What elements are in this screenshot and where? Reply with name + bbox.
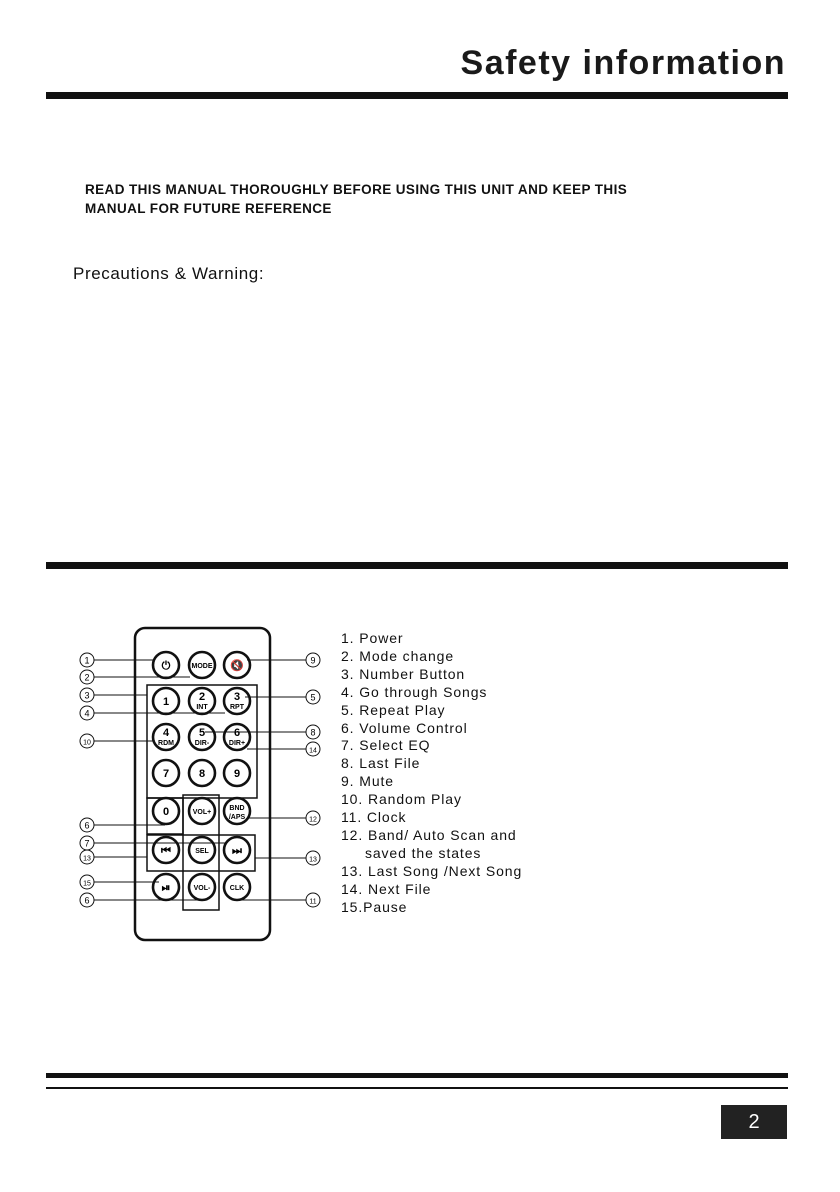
callout-number: 14 <box>309 747 317 755</box>
legend-item: 11. Clock <box>341 809 407 826</box>
callout-number: 6 <box>84 820 90 831</box>
remote-button-18 <box>153 874 179 900</box>
legend-item: 15.Pause <box>341 898 408 915</box>
callout-number: 10 <box>83 739 91 747</box>
legend-item: 14. Next File <box>341 880 432 897</box>
remote-button-label: CLK <box>229 885 245 892</box>
remote-button-label: ⏭ <box>232 845 242 857</box>
callout-number: 2 <box>84 672 90 683</box>
remote-button-label: 0 <box>162 806 170 818</box>
remote-button-8 <box>224 724 250 750</box>
callout-number: 12 <box>309 816 317 824</box>
precautions-heading: Precautions & Warning: <box>73 264 265 283</box>
remote-button-sublabel: DIR- <box>194 740 210 747</box>
callout-number: 7 <box>84 838 90 849</box>
footer-rule-thick <box>46 1073 788 1078</box>
remote-button-label: SEL <box>195 848 209 855</box>
remote-button-label: 🔇 <box>230 660 244 672</box>
page-title: Safety information <box>460 44 786 82</box>
header-rule <box>46 92 788 99</box>
remote-button-20 <box>224 874 250 900</box>
remote-button-4 <box>189 688 215 714</box>
remote-button-label: 9 <box>233 768 241 780</box>
remote-button-label: BND <box>229 805 245 812</box>
remote-button-sublabel: RDM <box>158 740 174 747</box>
section-rule <box>46 562 788 569</box>
remote-button-14 <box>224 798 250 824</box>
remote-button-label: 6 <box>233 727 241 739</box>
legend-item: 8. Last File <box>341 755 421 772</box>
remote-button-12 <box>153 798 179 824</box>
remote-button-5 <box>224 688 250 714</box>
remote-button-2 <box>224 652 250 678</box>
legend-item: 12. Band/ Auto Scan and <box>341 826 517 843</box>
remote-button-sublabel: /APS <box>228 814 246 821</box>
remote-button-1 <box>189 652 215 678</box>
remote-button-sublabel: DIR+ <box>228 740 246 747</box>
remote-button-label: 1 <box>162 696 170 708</box>
remote-button-6 <box>153 724 179 750</box>
callout-number: 8 <box>310 727 316 738</box>
remote-button-label: 8 <box>198 768 206 780</box>
remote-button-label: 5 <box>198 727 206 739</box>
remote-button-label: 3 <box>233 691 241 703</box>
page-number: 2 <box>721 1105 787 1139</box>
callout-number: 9 <box>310 655 316 666</box>
remote-button-7 <box>189 724 215 750</box>
remote-button-sublabel: RPT <box>230 704 244 711</box>
read-manual-notice: READ THIS MANUAL THOROUGHLY BEFORE USING THIS UNIT AND KEEP THIS MANUAL FOR FUTURE REFERENCE <box>85 182 628 216</box>
callout-number: 1 <box>84 655 90 666</box>
legend-item: 7. Select EQ <box>341 737 431 754</box>
legend-item: 5. Repeat Play <box>341 701 446 718</box>
callout-number: 13 <box>83 855 91 863</box>
remote-button-17 <box>224 837 250 863</box>
remote-button-16 <box>189 837 215 863</box>
remote-button-label: ⏯ <box>161 882 171 894</box>
remote-button-19 <box>189 874 215 900</box>
remote-button-10 <box>189 760 215 786</box>
remote-button-label: VOL- <box>193 885 211 892</box>
legend-item: 9. Mute <box>341 773 394 790</box>
legend-item: 13. Last Song /Next Song <box>341 862 523 879</box>
remote-button-label: VOL+ <box>192 809 212 816</box>
remote-button-3 <box>153 688 179 714</box>
remote-button-label: MODE <box>191 663 213 670</box>
remote-button-sublabel: INT <box>196 704 208 711</box>
remote-button-label: 2 <box>198 691 206 703</box>
callout-number: 11 <box>309 898 317 906</box>
callout-number: 13 <box>309 856 317 864</box>
callout-number: 5 <box>310 692 316 703</box>
remote-button-label: 4 <box>162 727 170 739</box>
button-legend <box>341 630 522 917</box>
remote-button-13 <box>189 798 215 824</box>
legend-item: 4. Go through Songs <box>341 683 488 700</box>
legend-item: saved the states <box>341 844 482 861</box>
remote-button-label: 7 <box>162 768 170 780</box>
callout-number: 4 <box>84 708 90 719</box>
legend-item: 10. Random Play <box>341 791 462 808</box>
callout-number: 6 <box>84 895 90 906</box>
legend-item: 2. Mode change <box>341 647 455 664</box>
remote-button-label: ⏮ <box>161 845 171 857</box>
legend-item: 6. Volume Control <box>341 719 468 736</box>
callout-number: 3 <box>84 690 90 701</box>
remote-button-11 <box>224 760 250 786</box>
legend-item: 1. Power <box>341 630 404 646</box>
legend-item: 3. Number Button <box>341 665 466 682</box>
callout-number: 15 <box>83 880 91 888</box>
remote-button-label: ⏻ <box>161 660 171 672</box>
remote-button-9 <box>153 760 179 786</box>
remote-button-15 <box>153 837 179 863</box>
remote-button-0 <box>153 652 179 678</box>
footer-rule-thin <box>46 1087 788 1089</box>
